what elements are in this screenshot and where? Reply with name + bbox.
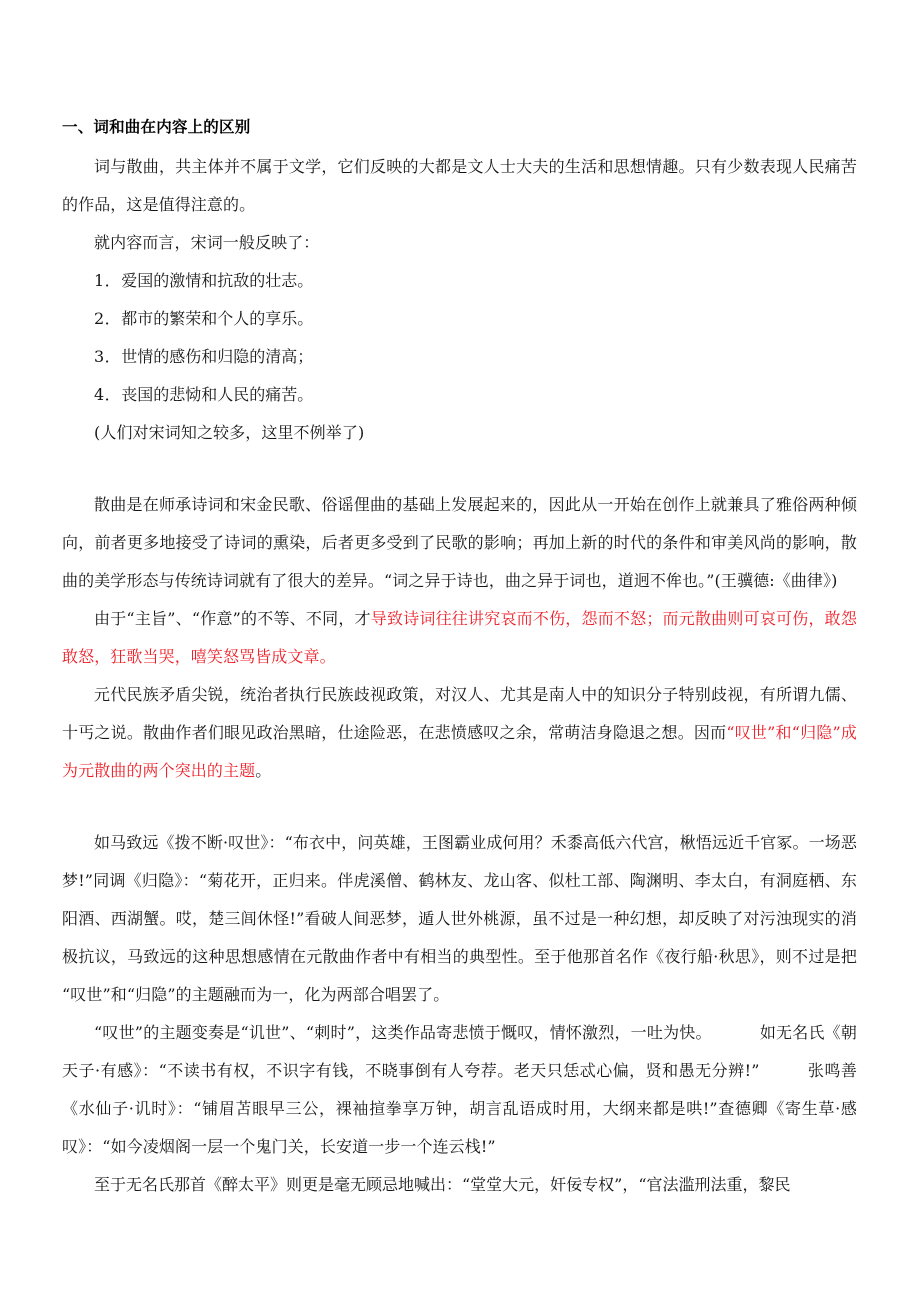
text-highlight-red: “叹世”和“归隐”成为元散曲的两个突出的主题 bbox=[62, 723, 857, 780]
paragraph-yuandai-minzu bbox=[62, 676, 857, 790]
text-segment-3: 张鸣善《水仙子·讥时》：“铺眉苫眼早三公，裸袖揎拳享万钟，胡言乱语成时用，大纲来都是哄!”查德卿《寄生草·感叹》：“如今凌烟阁一层一个鬼门关，长安道一步一个连云栈!” bbox=[62, 1061, 857, 1156]
paragraph-spacer bbox=[62, 452, 857, 486]
text-lead-black: 元代民族矛盾尖锐，统治者执行民族歧视政策，对汉人、尤其是南人中的知识分子特别歧视，有所谓九儒、十丐之说。散曲作者们眼见政治黑暗，仕途险恶，在悲愤感叹之余，常萌洁身隐退之想。因而 bbox=[62, 685, 857, 742]
list-item-label: 世情的感伤和归隐的清高； bbox=[121, 347, 314, 366]
text-highlight-red: 导致诗词往往讲究哀而不伤，怨而不怒；而元散曲则可哀可伤，敢怨敢怒，狂歌当哭，嘻笑怒骂皆成文章。 bbox=[62, 609, 857, 666]
paragraph-ci-yu-sanqu: 词与散曲，共主体并不属于文学，它们反映的大都是文人士大夫的生活和思想情趣。只有少数表现人民痛苦的作品，这是值得注意的。 bbox=[62, 157, 857, 214]
list-item-label: 丧国的悲恸和人民的痛苦。 bbox=[121, 385, 314, 404]
list-item bbox=[62, 338, 857, 376]
list-item bbox=[62, 300, 857, 338]
paragraph-mazhiyuan: 如马致远《拨不断·叹世》：“布衣中，问英雄，王图霸业成何用？禾黍高低六代宫，楸悟远近千官冢。一场恶梦!”同调《归隐》：“菊花开，正归来。伴虎溪僧、鹤林友、龙山客、似杜工部、陶渊明、李太白，有洞庭栖、东阳酒、西湖蟹。哎，楚三闾休怪!”看破人间恶梦，遁人世外桃源，虽不过是一种幻想，却反映了对污浊现实的消极抗议，马致远的这种思想感情在元散曲作者中有相当的典型性。至于他那首名作《夜行船·秋思》，则不过是把“叹世”和“归隐”的主题融而为一，化为两部合唱罢了。 bbox=[62, 833, 857, 1004]
page-title: 一、词和曲在内容上的区别 bbox=[62, 118, 251, 136]
text-lead-black: 由于“主旨”、“作意”的不等、不同，才 bbox=[94, 609, 371, 628]
paragraph-spacer bbox=[62, 790, 857, 824]
paragraph-sanqu-origin: 散曲是在师承诗词和宋金民歌、俗谣俚曲的基础上发展起来的，因此从一开始在创作上就兼具了雅俗两种倾向，前者更多地接受了诗词的熏染，后者更多受到了民歌的影响；再加上新的时代的条件和审美风尚的影响，散曲的美学形态与传统诗词就有了很大的差异。“词之异于诗也，曲之异于词也，道迥不侔也。”(王骥德:《曲律》) bbox=[62, 495, 857, 590]
list-item-number: 4． bbox=[94, 385, 122, 404]
document-body bbox=[62, 112, 857, 1204]
list-item bbox=[62, 376, 857, 414]
list-item-number: 2． bbox=[94, 309, 122, 328]
paragraph-note-songci: (人们对宋词知之较多，这里不例举了) bbox=[94, 423, 365, 442]
text-segment-1: “叹世”的主题变奏是“讥世”、“刺时”，这类作品寄悲愤于慨叹，情怀激烈，一吐为快。 bbox=[94, 1023, 712, 1042]
list-item-number: 3． bbox=[94, 347, 122, 366]
numbered-list bbox=[62, 262, 857, 414]
text-tail-black: 。 bbox=[255, 761, 272, 780]
paragraph-zhuzhi-zuoyi bbox=[62, 600, 857, 676]
paragraph-content-intro: 就内容而言，宋词一般反映了： bbox=[94, 233, 320, 252]
list-item-label: 都市的繁荣和个人的享乐。 bbox=[121, 309, 314, 328]
list-item-label: 爱国的激情和抗敌的壮志。 bbox=[121, 271, 314, 290]
list-item-number: 1． bbox=[94, 271, 122, 290]
paragraph-tanshi-bianzou bbox=[62, 1014, 857, 1166]
list-item bbox=[62, 262, 857, 300]
text-segment-2: 如无名氏《朝天子·有感》：“不读书有权，不识字有钱，不晓事倒有人夸荐。老天只恁忒心偏，贤和愚无分辨!” bbox=[62, 1023, 857, 1080]
paragraph-zuitaiping: 至于无名氏那首《醉太平》则更是毫无顾忌地喊出：“堂堂大元，奸佞专权”，“官法滥刑法重，黎民 bbox=[94, 1175, 791, 1194]
